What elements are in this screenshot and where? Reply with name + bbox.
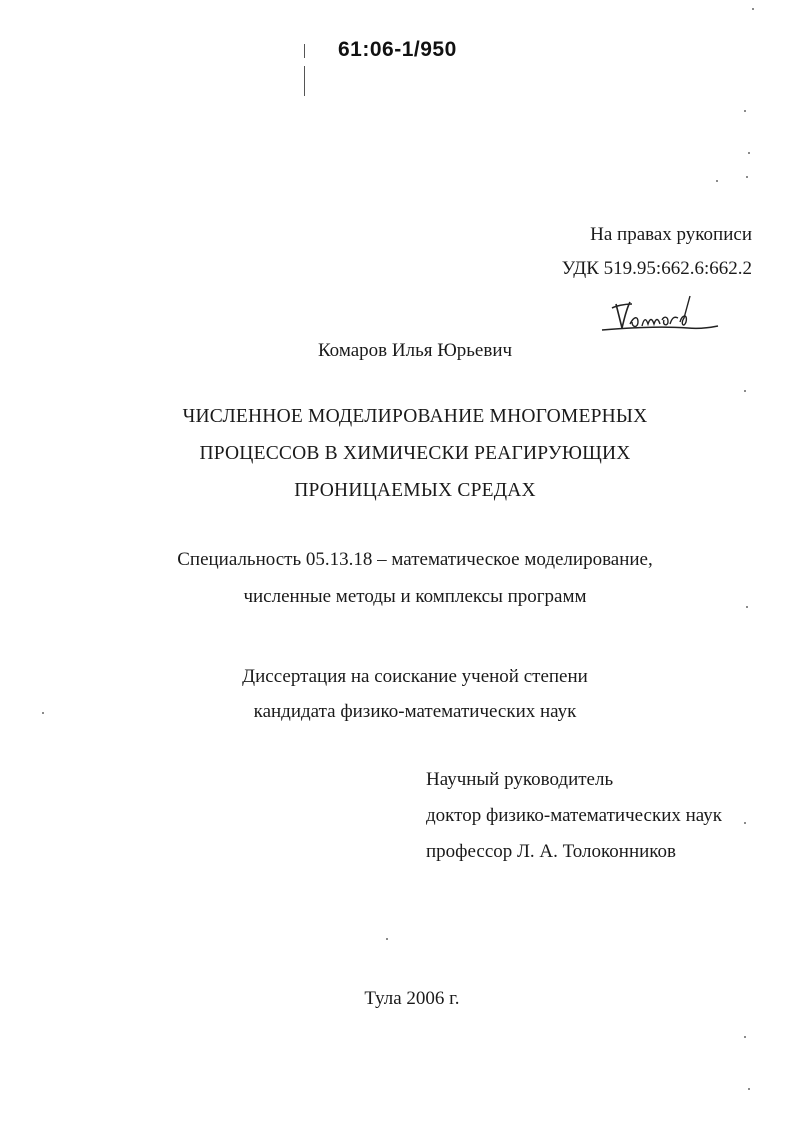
dissertation-degree <box>0 659 794 729</box>
supervisor-line: профессор Л. А. Толоконников <box>426 841 677 862</box>
specialty <box>0 541 794 615</box>
scan-speck <box>744 390 746 392</box>
title-line: ЧИСЛЕННОЕ МОДЕЛИРОВАНИЕ МНОГОМЕРНЫХ <box>182 406 648 427</box>
scientific-supervisor <box>426 762 722 870</box>
scan-speck <box>42 712 44 714</box>
dissertation-title <box>0 398 794 509</box>
title-line: ПРОЦЕССОВ В ХИМИЧЕСКИ РЕАГИРУЮЩИХ <box>199 443 631 464</box>
supervisor-line: Научный руководитель <box>426 769 614 790</box>
archive-stamp-code: 61:06-1/950 <box>338 38 457 61</box>
degree-line: кандидата физико-математических наук <box>253 701 577 722</box>
scan-speck <box>386 938 388 940</box>
scan-speck <box>746 176 748 178</box>
margin-mark <box>304 44 305 58</box>
handwritten-signature-icon <box>598 290 728 342</box>
margin-mark <box>304 66 305 96</box>
scan-speck <box>716 180 718 182</box>
specialty-line: численные методы и комплексы программ <box>243 586 587 607</box>
supervisor-line: доктор физико-математических наук <box>426 805 722 826</box>
title-line: ПРОНИЦАЕМЫХ СРЕДАХ <box>294 480 536 501</box>
udk-code: УДК 519.95:662.6:662.2 <box>561 258 752 279</box>
specialty-line: Специальность 05.13.18 – математическое моделирование, <box>177 549 653 570</box>
manuscript-rights: На правах рукописи <box>590 224 752 245</box>
scan-speck <box>744 110 746 112</box>
scan-speck <box>744 1036 746 1038</box>
scan-speck <box>752 8 754 10</box>
author-name: Комаров Илья Юрьевич <box>317 340 513 361</box>
degree-line: Диссертация на соискание ученой степени <box>242 666 588 687</box>
city-year: Тула 2006 г. <box>364 988 460 1009</box>
scan-speck <box>748 152 750 154</box>
scan-speck <box>746 606 748 608</box>
scan-speck <box>744 822 746 824</box>
scan-speck <box>748 1088 750 1090</box>
